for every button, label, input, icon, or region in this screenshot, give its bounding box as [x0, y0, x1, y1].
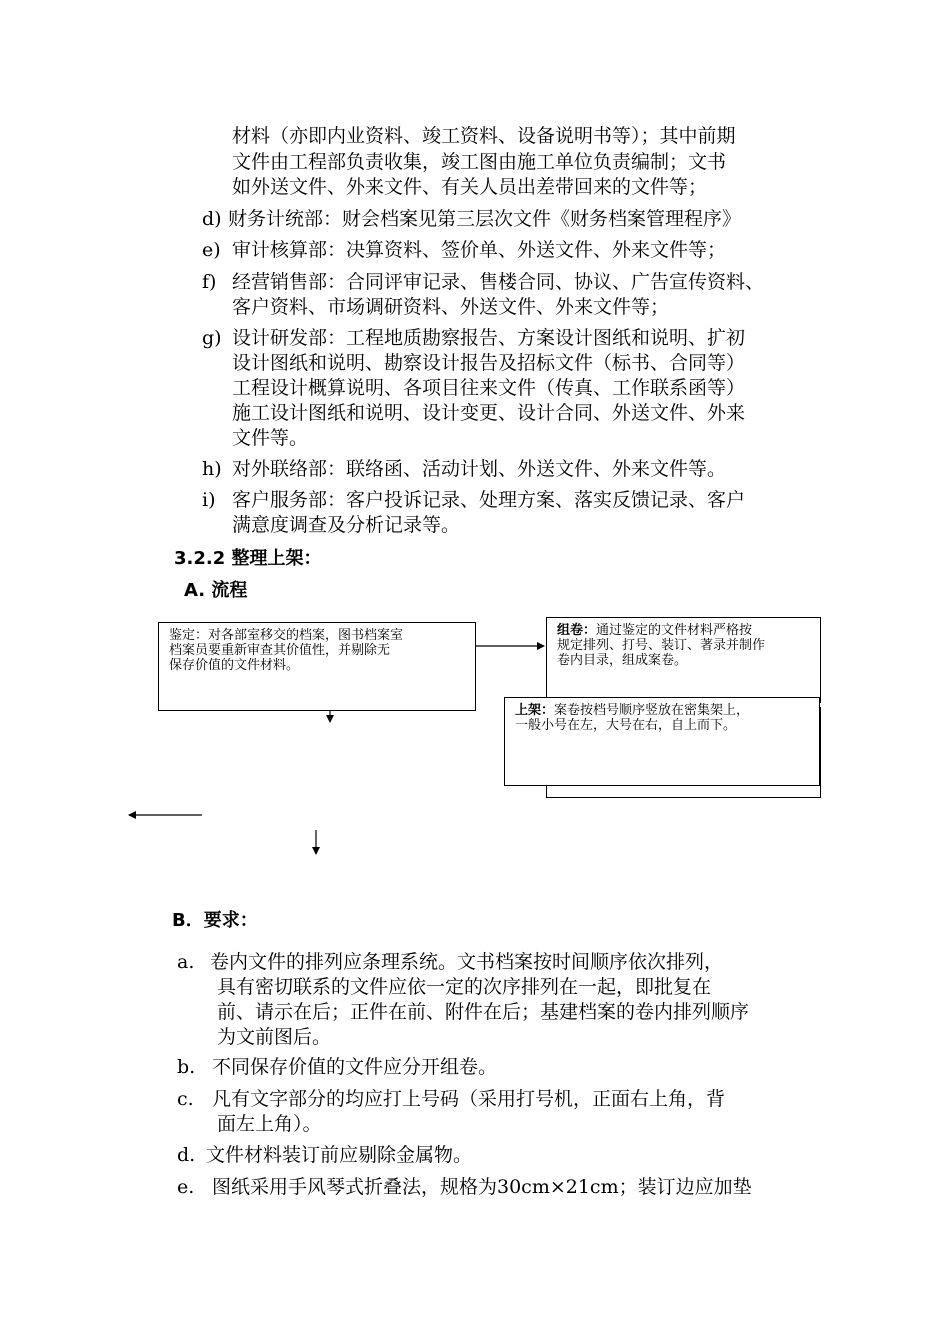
req-a-line-3: 前、请示在后；正件在前、附件在后；基建档案的卷内排列顺序: [217, 1001, 750, 1023]
req-a-line-2: 具有密切联系的文件应依一定的次序排列在一起，即批复在: [217, 976, 712, 998]
list-item-c-line-3: 如外送文件、外来文件、有关人员出差带回来的文件等；: [232, 176, 708, 198]
list-marker-d: d): [202, 208, 222, 230]
req-marker-d: d.: [177, 1144, 196, 1166]
req-c-line-1: 凡有文字部分的均应打上号码（采用打号机，正面右上角，背: [212, 1088, 726, 1110]
shelve-text-line-2: 一般小号在左，大号在右，自上而下。: [515, 718, 737, 733]
appraise-text-line-3: 保存价值的文件材料。: [169, 658, 300, 673]
req-c-line-2: 面左上角）。: [217, 1113, 322, 1135]
list-item-i-line-1: 客户服务部：客户投诉记录、处理方案、落实反馈记录、客户: [232, 489, 746, 511]
shelve-label: 上架：: [515, 703, 555, 718]
appraise-text-line-2: 档案员要重新审查其价值性，并剔除无: [169, 643, 391, 658]
req-b-line-1: 不同保存价值的文件应分开组卷。: [212, 1056, 498, 1078]
req-d-line-1: 文件材料装订前应剔除金属物。: [206, 1144, 473, 1166]
list-item-g-line-5: 文件等。: [232, 427, 309, 449]
list-item-g-line-3: 工程设计概算说明、各项目往来文件（传真、工作联系函等）: [232, 377, 746, 399]
list-marker-h: h): [202, 458, 222, 480]
list-item-c-line-1: 材料（亦即内业资料、竣工资料、设备说明书等）；其中前期: [232, 125, 736, 147]
section-heading: 3.2.2 整理上架：: [174, 548, 322, 569]
list-marker-i: i): [202, 489, 216, 511]
list-item-e-line-1: 审计核算部：决算资料、签价单、外送文件、外来文件等；: [232, 239, 727, 261]
req-marker-e: e.: [177, 1176, 195, 1198]
list-item-f-line-2: 客户资料、市场调研资料、外送文件、外来文件等；: [232, 296, 670, 318]
list-marker-e: e): [202, 239, 221, 261]
requirements-heading: B．要求：: [172, 910, 258, 931]
list-marker-f: f): [202, 271, 217, 293]
req-marker-b: b.: [177, 1056, 196, 1078]
req-marker-c: c.: [177, 1088, 194, 1110]
assemble-text-line-1: 通过鉴定的文件材料严格按: [596, 623, 753, 638]
req-marker-a: a.: [177, 951, 195, 973]
list-item-i-line-2: 满意度调查及分析记录等。: [232, 514, 461, 536]
assemble-label: 组卷：: [557, 623, 597, 638]
flow-heading: A. 流程: [184, 580, 248, 601]
req-e-line-1: 图纸采用手风琴式折叠法，规格为30cm×21cm；装订边应加垫: [212, 1176, 752, 1198]
list-item-g-line-4: 施工设计图纸和说明、设计变更、设计合同、外送文件、外来: [232, 402, 746, 424]
list-item-h-line-1: 对外联络部：联络函、活动计划、外送文件、外来文件等。: [232, 458, 727, 480]
shelve-text-line-1: 案卷按档号顺序竖放在密集架上，: [554, 703, 750, 718]
appraise-text-line-1: 鉴定：对各部室移交的档案，图书档案室: [169, 628, 404, 643]
list-item-d-line-1: 财务计统部：财会档案见第三层次文件《财务档案管理程序》: [228, 208, 742, 230]
assemble-text-line-2: 规定排列、打号、装订、著录并制作: [557, 638, 766, 653]
list-marker-g: g): [202, 327, 222, 349]
assemble-text-line-3: 卷内目录，组成案卷。: [557, 653, 688, 668]
list-item-g-line-1: 设计研发部：工程地质勘察报告、方案设计图纸和说明、扩初: [232, 327, 746, 349]
req-a-line-1: 卷内文件的排列应条理系统。文书档案按时间顺序依次排列，: [210, 951, 724, 973]
list-item-c-line-2: 文件由工程部负责收集，竣工图由施工单位负责编制；文书: [232, 151, 727, 173]
req-a-line-4: 为文前图后。: [217, 1026, 332, 1048]
list-item-f-line-1: 经营销售部：合同评审记录、售楼合同、协议、广告宣传资料、: [232, 271, 765, 293]
list-item-g-line-2: 设计图纸和说明、勘察设计报告及招标文件（标书、合同等）: [232, 352, 746, 374]
